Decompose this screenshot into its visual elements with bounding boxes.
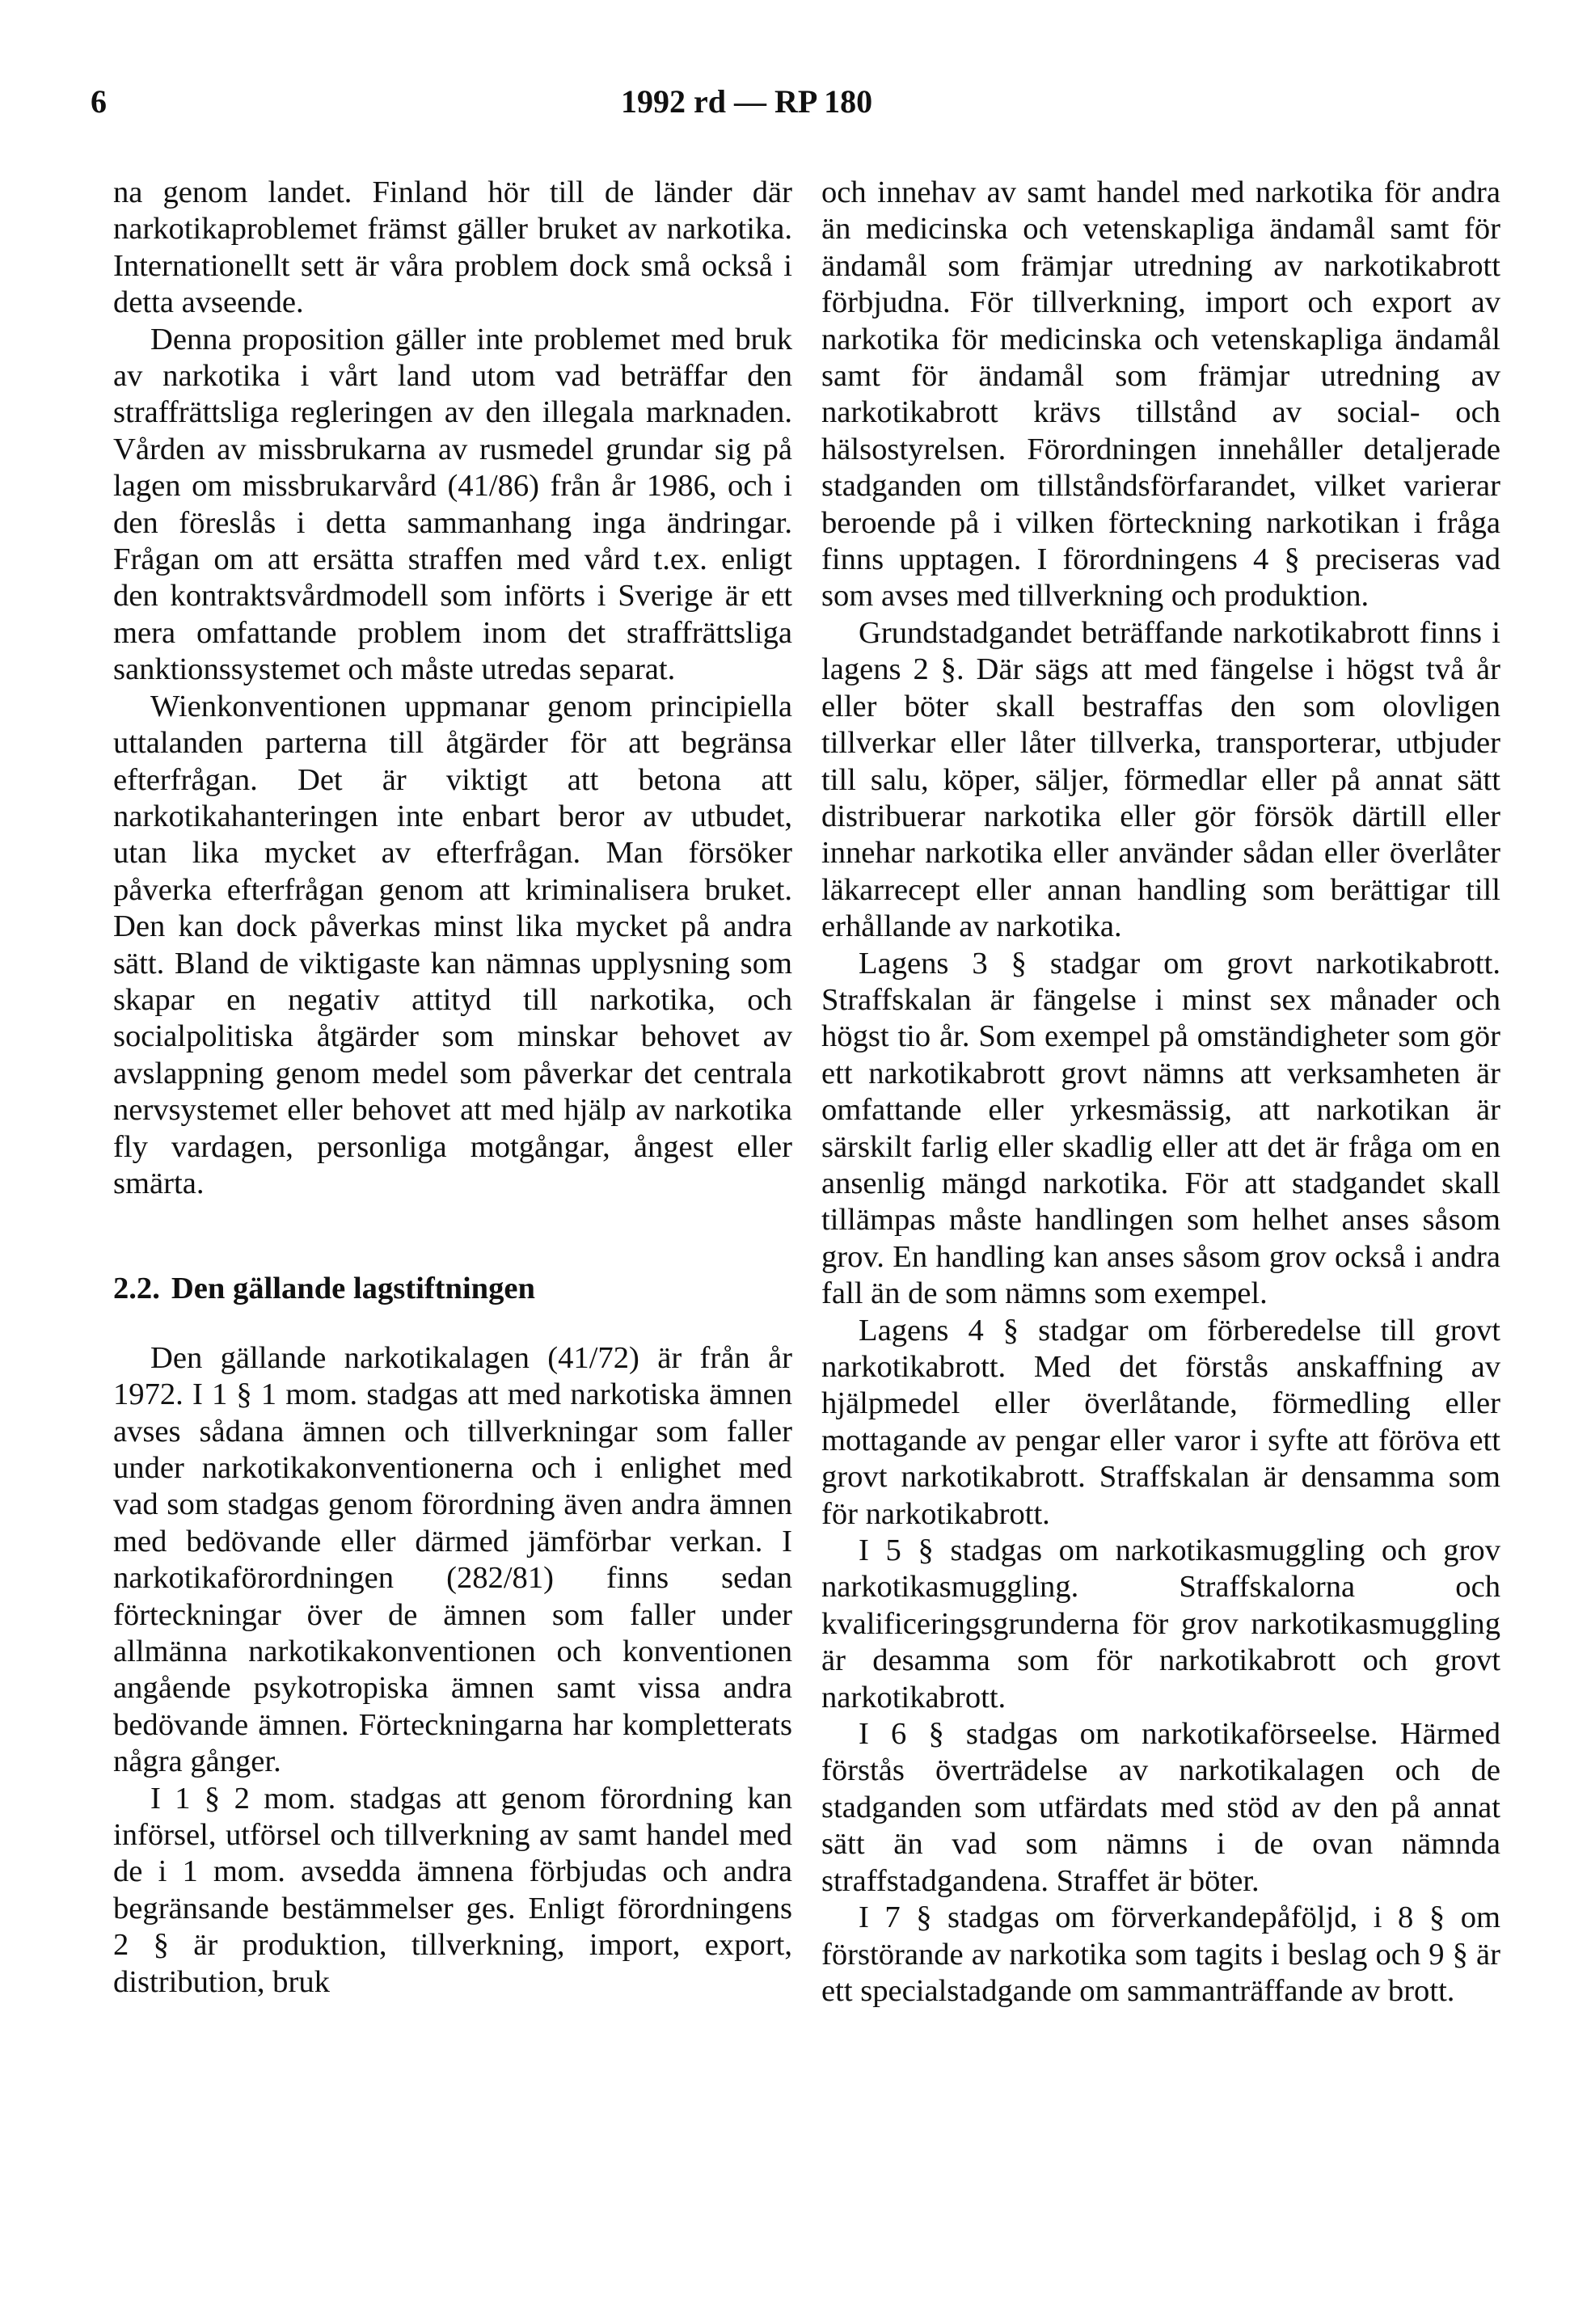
paragraph: I 5 § stadgas om narkotikasmuggling och grov narkotikasmuggling. Straffskalorna och kvalificeringsgrunderna för grov narkotikasmuggling är desamma som för narkotikabrott och grovt narkotikabrott. [821, 1533, 1500, 1715]
paragraph: Lagens 4 § stadgar om förberedelse till grovt narkotikabrott. Med det förstås anskaffning av hjälpmedel eller överlåtande, förmedling eller mottagande av pengar eller varor i syfte att föröva ett grovt narkotikabrott. Straffskalan är densamma som för narkotikabrott. [821, 1313, 1500, 1531]
right-column [821, 175, 1500, 2010]
paragraph: I 7 § stadgas om förverkandepåföljd, i 8 § om förstörande av narkotika som tagits i beslag och 9 § är ett specialstadgande om sammanträffande av brott. [821, 1900, 1500, 2008]
paragraph: I 6 § stadgas om narkotikaförseelse. Härmed förstås överträdelse av narkotikalagen och de stadganden som utfärdats med stöd av den på annat sätt än vad som nämns i de ovan nämnda straffstadgandena. Straffet är böter. [821, 1717, 1500, 1898]
paragraph: Den gällande narkotikalagen (41/72) är från år 1972. I 1 § 1 mom. stadgas att med narkotiska ämnen avses sådana ämnen och tillverkningar som faller under narkotikakonventionerna och i enlighet med vad som stadgas genom förordning även andra ämnen med bedövande eller därmed jämförbar verkan. I narkotikaförordningen (282/81) finns sedan förteckningar över de ämnen som faller under allmänna narkotikakonventionen och konventionen angående psykotropiska ämnen samt vissa andra bedövande ämnen. Förteckningarna har kompletterats några gånger. [113, 1340, 792, 1779]
section-number: 2.2. [113, 1272, 160, 1306]
section-heading [113, 1271, 792, 1307]
running-head: 1992 rd — RP 180 [621, 83, 873, 120]
paragraph: Wienkonventionen uppmanar genom principiella uttalanden parterna till åtgärder för att begränsa efterfrågan. Det är viktigt att betona att narkotikahanteringen inte enbart beror av utbudet, utan lika mycket av efterfrågan. Man försöker påverka efterfrågan genom att kriminalisera bruket. Den kan dock påverkas minst lika mycket på andra sätt. Bland de viktigaste kan nämnas upplysning som skapar en negativ attityd till narkotika, och socialpolitiska åtgärder som minskar behovet av avslappning genom medel som påverkar det centrala nervsystemet eller behovet att med hjälp av narkotika fly vardagen, personliga motgångar, ångest eller smärta. [113, 689, 792, 1200]
paragraph: Lagens 3 § stadgar om grovt narkotikabrott. Straffskalan är fängelse i minst sex månader och högst tio år. Som exempel på omständigheter som gör ett narkotikabrott grovt nämns att verksamheten är omfattande eller yrkesmässig, att narkotikan är särskilt farlig eller skadlig eller att det är fråga om en ansenlig mängd narkotika. För att stadgandet skall tillämpas måste handlingen som helhet anses såsom grov. En handling kan anses såsom grov också i andra fall än de som nämns som exempel. [821, 946, 1500, 1311]
paragraph: Grundstadgandet beträffande narkotikabrott finns i lagens 2 §. Där sägs att med fängelse i högst två år eller böter skall bestraffas den som olovligen tillverkar eller låter tillverka, transporterar, utbjuder till salu, köper, säljer, förmedlar eller på annat sätt distribuerar narkotika eller gör försök därtill eller innehar narkotika eller använder sådan eller överlåter läkarrecept eller annan handling som berättigar till erhållande av narkotika. [821, 615, 1500, 944]
left-column [113, 175, 792, 2001]
paragraph: och innehav av samt handel med narkotika för andra än medicinska och vetenskapliga ändamål samt för ändamål som främjar utredning av narkotikabrott förbjudna. För tillverkning, import och export av narkotika för medicinska och vetenskapliga ändamål samt för ändamål som främjar utredning av narkotikabrott krävs tillstånd av social- och hälsostyrelsen. Förordningen innehåller detaljerade stadganden om tillståndsförfarandet, vilket varierar beroende på i vilken förteckning narkotikan i fråga finns upptagen. I förordningens 4 § preciseras vad som avses med tillverkning och produktion. [821, 175, 1500, 614]
page-number: 6 [91, 83, 107, 120]
paragraph: I 1 § 2 mom. stadgas att genom förordning kan införsel, utförsel och tillverkning av samt handel med de i 1 mom. avsedda ämnena förbjudas och andra begränsande bestämmelser ges. Enligt förordningens 2 § är produktion, tillverkning, import, export, distribution, bruk [113, 1781, 792, 1999]
paragraph: na genom landet. Finland hör till de länder där narkotikaproblemet främst gäller bruket av narkotika. Internationellt sett är våra problem dock små också i detta avseende. [113, 175, 792, 320]
paragraph: Denna proposition gäller inte problemet med bruk av narkotika i vårt land utom vad beträffar den straffrättsliga regleringen av den illegala marknaden. Vården av missbrukarna av rusmedel grundar sig på lagen om missbrukarvård (41/86) från år 1986, och i den föreslås i detta sammanhang inga ändringar. Frågan om att ersätta straffen med vård t.ex. enligt den kontraktsvårdmodell som införts i Sverige är ett mera omfattande problem inom det straffrättsliga sanktionssystemet och måste utredas separat. [113, 322, 792, 687]
section-title: Den gällande lagstiftningen [171, 1272, 536, 1306]
